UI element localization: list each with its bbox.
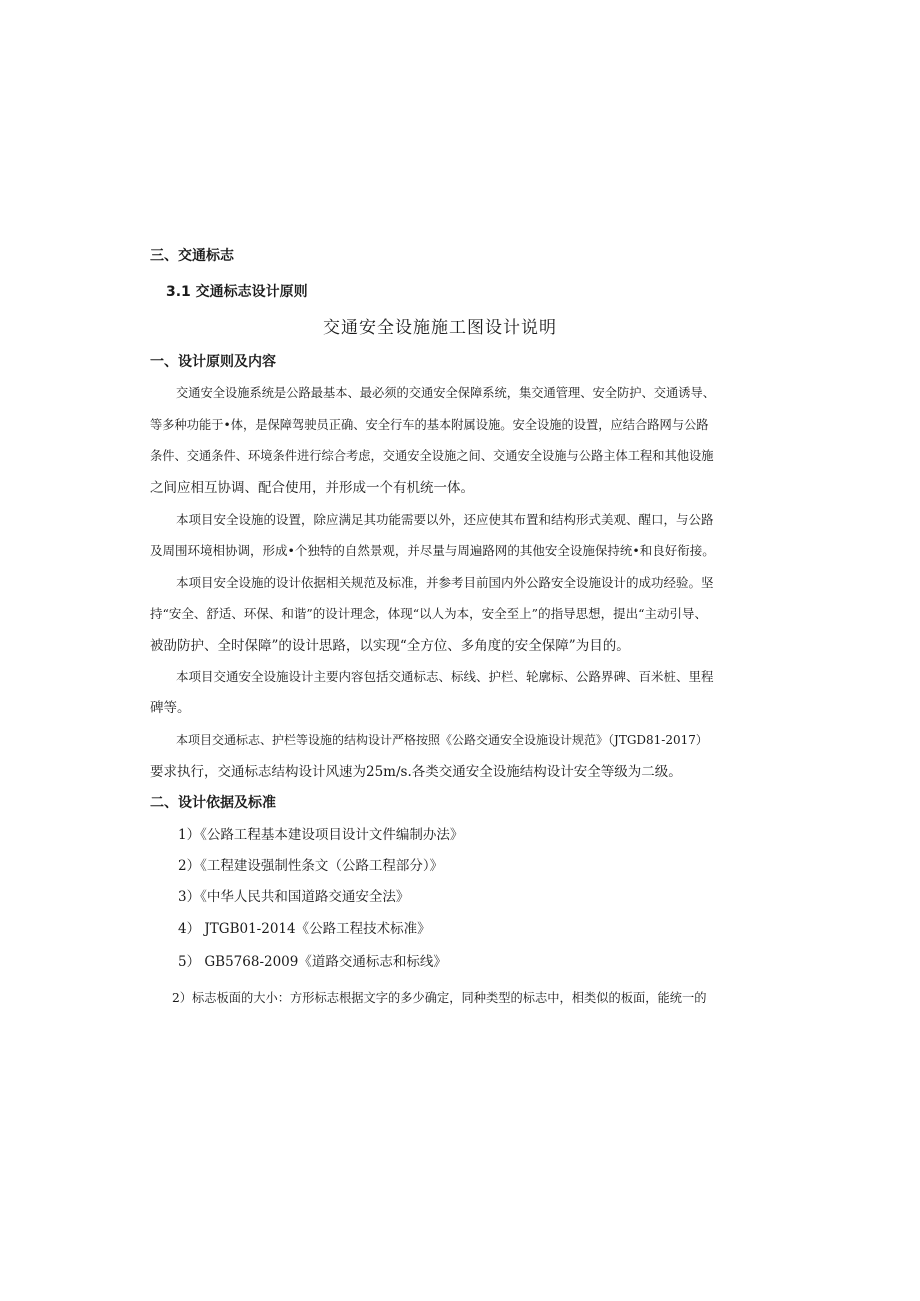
section-heading-principles: 一、设计原则及内容 bbox=[150, 354, 276, 370]
paragraph-line: 本项目交通安全设施设计主要内容包括交通标志、标线、护栏、轮廓标、公路界碑、百米桩、里程 bbox=[176, 669, 714, 684]
paragraph-line: 交通安全设施系统是公路最基本、最必须的交通安全保障系统，集交通管理、安全防护、交通诱导、 bbox=[176, 386, 715, 400]
heading-sign-design-principles: 3.1 交通标志设计原则 bbox=[166, 284, 308, 300]
paragraph-line: 本项目安全设施的设置，除应满足其功能需要以外，还应使其布置和结构形式美观、醒口，与公路 bbox=[176, 512, 714, 527]
heading-traffic-signs: 三、交通标志 bbox=[150, 248, 234, 264]
paragraph-line: 条件、交通条件、环境条件进行综合考虑，交通安全设施之间、交通安全设施与公路主体工程和其他设施 bbox=[150, 449, 714, 463]
paragraph-line: 2）标志板面的大小：方形标志根据文字的多少确定，同种类型的标志中，相类似的板面，能统一的 bbox=[172, 991, 707, 1005]
standard-item: 2）《工程建设强制性条文（公路工程部分）》 bbox=[178, 858, 444, 874]
document-title: 交通安全设施施工图设计说明 bbox=[323, 318, 557, 338]
paragraph-line: 被劭防护、全时保障”的设计思路，以实现“全方位、多角度的安全保障”为目的。 bbox=[150, 638, 630, 654]
paragraph-line: 之间应相互协调、配合使用，并形成一个有机统一体。 bbox=[150, 480, 474, 496]
paragraph-line: 及周围环境相协调，形成•个独特的自然景观，并尽量与周遍路网的其他安全设施保持统•和良好衔接。 bbox=[150, 543, 715, 558]
paragraph-line: 碑等。 bbox=[150, 700, 191, 716]
paragraph-line: 持“安全、舒适、环保、和谐”的设计理念，体现“以人为本，安全至上”的指导思想，提出“主动引导、 bbox=[150, 606, 707, 621]
standard-item: 3）《中华人民共和国道路交通安全法》 bbox=[178, 889, 410, 905]
paragraph-line: 要求执行，交通标志结构设计风速为25m∕s.各类交通安全设施结构设计安全等级为二级。 bbox=[150, 764, 682, 780]
standard-item: 5） GB5768-2009《道路交通标志和标线》 bbox=[178, 954, 447, 970]
paragraph-line: 本项目安全设施的设计依据相关规范及标准，并参考目前国内外公路安全设施设计的成功经验。坚 bbox=[176, 575, 714, 590]
standard-item: 1）《公路工程基本建设项目设计文件编制办法》 bbox=[178, 827, 464, 843]
standard-item: 4） JTGB01-2014《公路工程技术标准》 bbox=[178, 921, 431, 937]
section-heading-standards: 二、设计依据及标准 bbox=[150, 795, 276, 811]
paragraph-line: 等多种功能于•体，是保障驾驶员正确、安全行车的基本附属设施。安全设施的设置，应结合路网与公路 bbox=[150, 418, 709, 432]
paragraph-line: 本项目交通标志、护栏等设施的结构设计严格按照《公路交通安全设施设计规范》（JTGD81-2017） bbox=[176, 733, 708, 747]
